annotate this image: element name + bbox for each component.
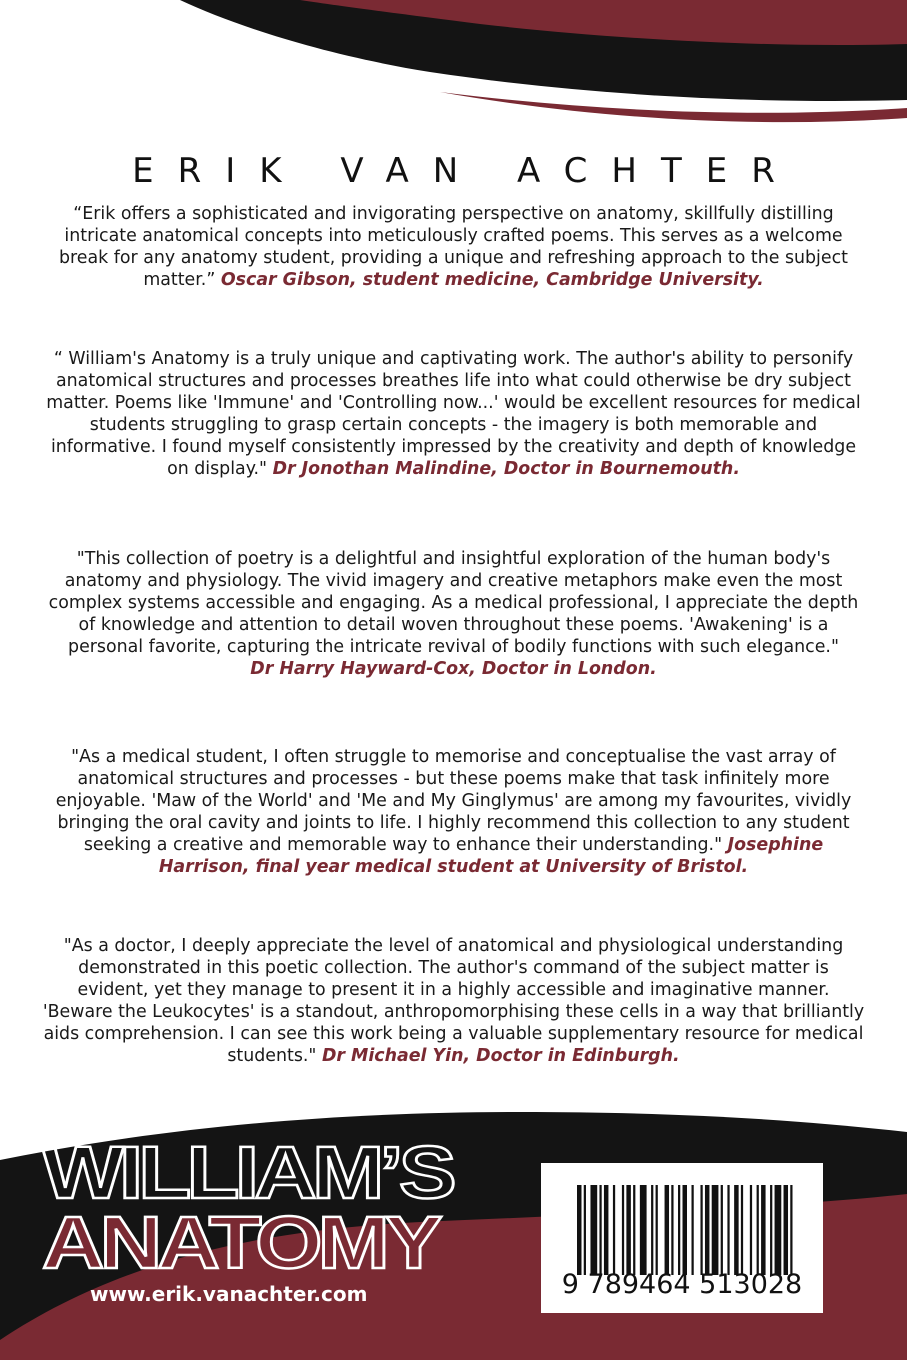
barcode-bar: [705, 1185, 709, 1275]
review-quote: [40, 548, 867, 680]
barcode-bar: [770, 1185, 772, 1275]
book-title-line-2: ANATOMY: [42, 1201, 443, 1280]
isbn-number: 9 789464 513028: [561, 1269, 803, 1300]
barcode-bar: [712, 1185, 719, 1275]
review-attribution: Oscar Gibson, student medicine, Cambridge University.: [220, 270, 764, 290]
review-text: "As a medical student, I often struggle to memorise and conceptualise the vast array of anatomical structures and processes - but these poems make that task infinitely more enjoyable. 'Maw of the World' and 'Me and My Ginglymus' are among my favourites, vividly bringing the oral cavity and joints to life. I highly recommend this collection to any student seeking a creative and memorable way to enhance their understanding.": [55, 747, 852, 855]
barcode-bar: [584, 1185, 586, 1275]
barcode-bar: [651, 1185, 653, 1275]
review-attribution: Dr Jonothan Malindine, Doctor in Bournemouth.: [272, 459, 740, 479]
review-quote: [40, 203, 867, 291]
barcode-bar: [721, 1185, 723, 1275]
review-text: "As a doctor, I deeply appreciate the level of anatomical and physiological understanding demonstrated in this poetic collection. The author's command of the subject matter is evident, yet they manage to present it in a highly accessible and imaginative manner. 'Beware the Leukocytes' is a standout, anthropomorphising these cells in a way that brilliantly aids comprehension. I can see this work being a valuable supplementary resource for medical students.": [42, 936, 865, 1066]
barcode-bar: [741, 1185, 743, 1275]
barcode-bar: [613, 1185, 615, 1275]
barcode-bar: [757, 1185, 759, 1275]
review-attribution: Dr Harry Hayward-Cox, Doctor in London.: [250, 659, 657, 679]
barcode-bar: [784, 1185, 788, 1275]
barcode-bar: [727, 1185, 729, 1275]
barcode-bar: [665, 1185, 669, 1275]
barcode-bar: [622, 1185, 624, 1275]
barcode-bar: [700, 1185, 702, 1275]
author-name: ERIK VAN ACHTER: [132, 150, 799, 191]
book-title: [38, 1130, 458, 1280]
barcode-bar: [604, 1185, 608, 1275]
barcode-bar: [775, 1185, 782, 1275]
barcode-bar: [626, 1185, 630, 1275]
barcode-bar: [678, 1185, 680, 1275]
barcode-bars: [577, 1185, 797, 1275]
barcode-bar: [734, 1185, 738, 1275]
barcode-bar: [683, 1185, 687, 1275]
review-quote: [40, 746, 867, 878]
barcode-bar: [750, 1185, 752, 1275]
review-attribution: Dr Michael Yin, Doctor in Edinburgh.: [321, 1046, 680, 1066]
barcode-bar: [599, 1185, 601, 1275]
barcode-bar: [790, 1185, 792, 1275]
review-text: "This collection of poetry is a delightful and insightful exploration of the human body's anatomy and physiology. The vivid imagery and creative metaphors make even the most complex systems accessible and engaging. As a medical professional, I appreciate the depth of knowledge and attention to detail woven throughout these poems. 'Awakening' is a personal favorite, capturing the intricate revival of bodily functions with such elegance.": [48, 549, 859, 657]
barcode-bar: [761, 1185, 765, 1275]
barcode-bar: [656, 1185, 658, 1275]
barcode-bar: [577, 1185, 581, 1275]
barcode-bar: [671, 1185, 673, 1275]
review-text: “ William's Anatomy is a truly unique and captivating work. The author's ability to personify anatomical structures and processes breathes life into what could otherwise be dry subject matter. Poems like 'Immune' and 'Controlling now...' would be excellent resources for medical students struggling to grasp certain concepts - the imagery is both memorable and informative. I found myself consistently impressed by the creativity and depth of knowledge on display.": [46, 349, 861, 479]
barcode-bar: [691, 1185, 693, 1275]
review-quote: [40, 348, 867, 480]
review-text: “Erik offers a sophisticated and invigorating perspective on anatomy, skillfully distilling intricate anatomical concepts into meticulously crafted poems. This serves as a welcome break for any anatomy student, providing a unique and refreshing approach to the subject matter.”: [59, 204, 848, 290]
website-url: www.erik.vanachter.com: [90, 1282, 368, 1306]
barcode-bar: [633, 1185, 635, 1275]
top-wave-decoration: [0, 0, 907, 130]
isbn-barcode: [541, 1163, 823, 1313]
review-quote: [40, 935, 867, 1067]
barcode-bar: [640, 1185, 647, 1275]
review-attribution: Josephine Harrison, final year medical student at University of Bristol.: [158, 835, 824, 877]
book-title-line-1: WILLIAM’S: [42, 1131, 454, 1214]
barcode-bar: [590, 1185, 597, 1275]
